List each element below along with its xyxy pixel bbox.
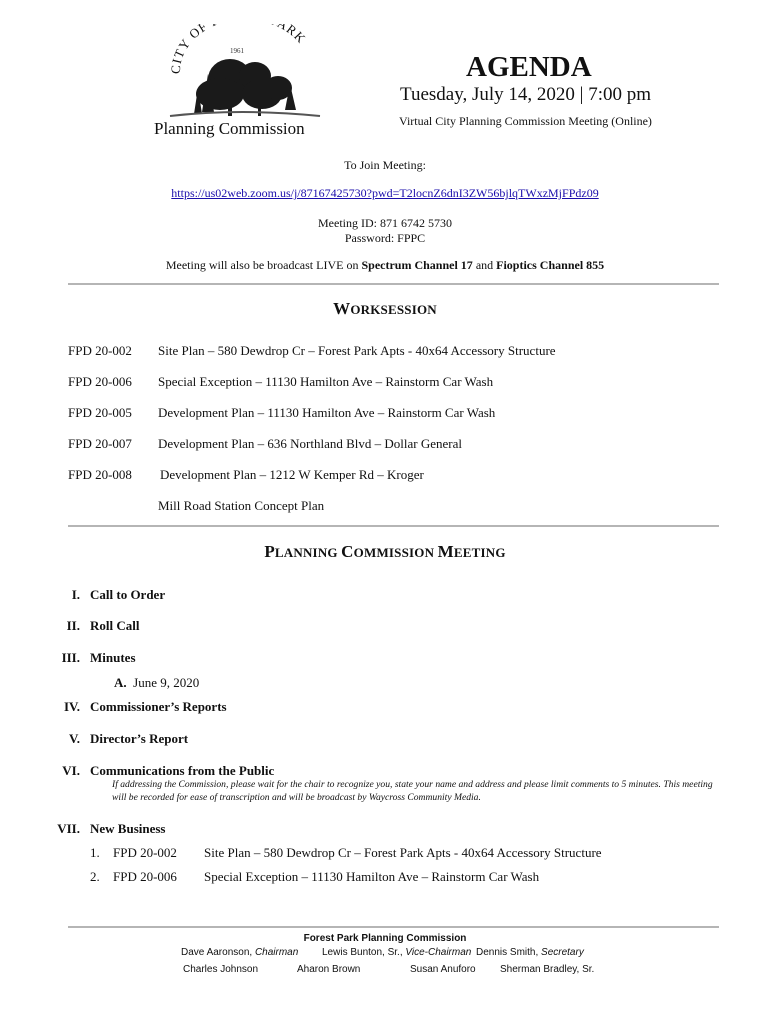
broadcast-channel-2: Fioptics Channel 855 (496, 258, 605, 272)
item-code: FPD 20-005 (68, 405, 132, 420)
heading-rest: LANNING (274, 545, 342, 560)
broadcast-prefix: Meeting will also be broadcast LIVE on (165, 258, 362, 272)
item-number: III. (61, 650, 80, 665)
broadcast-and: and (472, 258, 497, 272)
footer-member: Sherman Bradley, Sr. (500, 964, 595, 975)
item-number: VI. (62, 763, 80, 778)
member-role: Chairman (254, 947, 299, 958)
agenda-item (54, 650, 454, 666)
heading-rest: EETING (453, 545, 506, 560)
item-number: I. (71, 587, 80, 602)
member-role: Vice-Chairman (405, 947, 472, 958)
item-number: II. (66, 618, 80, 633)
footer-member (181, 947, 298, 958)
broadcast-channel-1: Spectrum Channel 17 (361, 258, 473, 272)
member-name: Lewis Bunton, Sr., (322, 947, 406, 958)
city-logo (150, 24, 335, 142)
subitem-text: June 9, 2020 (133, 675, 200, 690)
new-business-item (90, 869, 710, 885)
broadcast-info (0, 258, 770, 273)
logo-arc-text: CITY OF ARK (167, 24, 310, 75)
item-label: Roll Call (90, 618, 140, 633)
item-code: FPD 20-008 (68, 467, 132, 482)
footer-member: Aharon Brown (297, 964, 361, 975)
heading-cap: C (341, 542, 354, 561)
item-desc: Site Plan – 580 Dewdrop Cr – Forest Park Apts - 40x64 Accessory Structure (158, 343, 556, 358)
meeting-heading (0, 542, 770, 562)
worksession-item (68, 436, 462, 452)
footer-member (322, 947, 471, 958)
item-label: Minutes (90, 650, 136, 665)
item-label: Communications from the Public (90, 763, 275, 778)
subitem-letter: A. (114, 675, 127, 690)
item-desc: Special Exception – 11130 Hamilton Ave – Rainstorm Car Wash (158, 374, 494, 389)
meeting-date-time: Tuesday, July 14, 2020 | 7:00 pm (400, 84, 651, 105)
new-business-item (90, 845, 710, 861)
join-label: To Join Meeting: (344, 158, 426, 172)
item-label: Call to Order (90, 587, 166, 602)
divider (68, 525, 719, 527)
heading-cap: M (437, 542, 454, 561)
footer-member (476, 947, 584, 958)
item-code: FPD 20-002 (113, 845, 177, 860)
tree-icon (194, 59, 296, 116)
item-desc: Mill Road Station Concept Plan (158, 498, 325, 513)
item-number: 1. (90, 845, 100, 860)
footer-member: Susan Anuforo (410, 964, 476, 975)
item-desc: Development Plan – 11130 Hamilton Ave – Rainstorm Car Wash (158, 405, 496, 420)
item-desc: Special Exception – 11130 Hamilton Ave – Rainstorm Car Wash (204, 869, 540, 884)
item-number: IV. (63, 699, 80, 714)
zoom-link[interactable]: https://us02web.zoom.us/j/87167425730?pwd=T2locnZ6dnI3ZW56bjlqTWxzMjFPdz09 (171, 186, 599, 200)
worksession-item (68, 343, 556, 359)
worksession-item (68, 374, 493, 390)
item-desc: Site Plan – 580 Dewdrop Cr – Forest Park Apts - 40x64 Accessory Structure (204, 845, 602, 860)
footer-member: Charles Johnson (183, 964, 259, 975)
footer-title: Forest Park Planning Commission (303, 933, 467, 944)
worksession-heading-rest: ORKSESSION (350, 302, 437, 317)
agenda-title-block (400, 50, 770, 84)
meeting-password: Password: FPPC (344, 231, 426, 245)
public-comment-note: If addressing the Commission, please wait for the chair to recognize you, state your name and address and please limit comments to 5 minutes. This meeting will be recorded for ease of transcription and will be broadcast by Waycross Community Media. (112, 779, 713, 803)
heading-cap: P (264, 542, 275, 561)
member-role: Secretary (541, 947, 584, 958)
agenda-item (54, 731, 454, 747)
worksession-heading-cap: W (333, 299, 351, 318)
item-desc: Development Plan – 636 Northland Blvd – Dollar General (158, 436, 462, 451)
item-code: FPD 20-006 (68, 374, 132, 389)
item-code: FPD 20-006 (113, 869, 177, 884)
item-label: New Business (90, 821, 166, 836)
item-number: 2. (90, 869, 100, 884)
worksession-item (68, 498, 324, 514)
agenda-item (54, 821, 454, 837)
meeting-type: Virtual City Planning Commission Meeting (Online) (399, 114, 652, 128)
item-code: FPD 20-002 (68, 343, 132, 358)
agenda-item (54, 618, 454, 634)
worksession-heading (0, 299, 770, 319)
member-name: Dave Aaronson, (181, 947, 255, 958)
agenda-item (54, 699, 454, 715)
heading-rest: OMMISSION (353, 545, 438, 560)
item-desc: Development Plan – 1212 W Kemper Rd – Kroger (160, 467, 424, 482)
logo-name: Planning Commission (154, 119, 305, 138)
item-label: Director’s Report (90, 731, 189, 746)
minutes-subitem (114, 675, 199, 691)
worksession-item (68, 405, 495, 421)
item-number: V. (69, 731, 80, 746)
item-code: FPD 20-007 (68, 436, 132, 451)
member-name: Dennis Smith, (476, 947, 542, 958)
worksession-item (68, 467, 424, 483)
page-title: AGENDA (466, 51, 592, 83)
divider (68, 283, 719, 285)
logo-year: 1961 (230, 47, 244, 55)
agenda-item (54, 587, 454, 603)
divider (68, 926, 719, 928)
agenda-item (54, 763, 454, 779)
item-number: VII. (57, 821, 80, 836)
item-label: Commissioner’s Reports (90, 699, 227, 714)
meeting-id: Meeting ID: 871 6742 5730 (318, 216, 452, 230)
